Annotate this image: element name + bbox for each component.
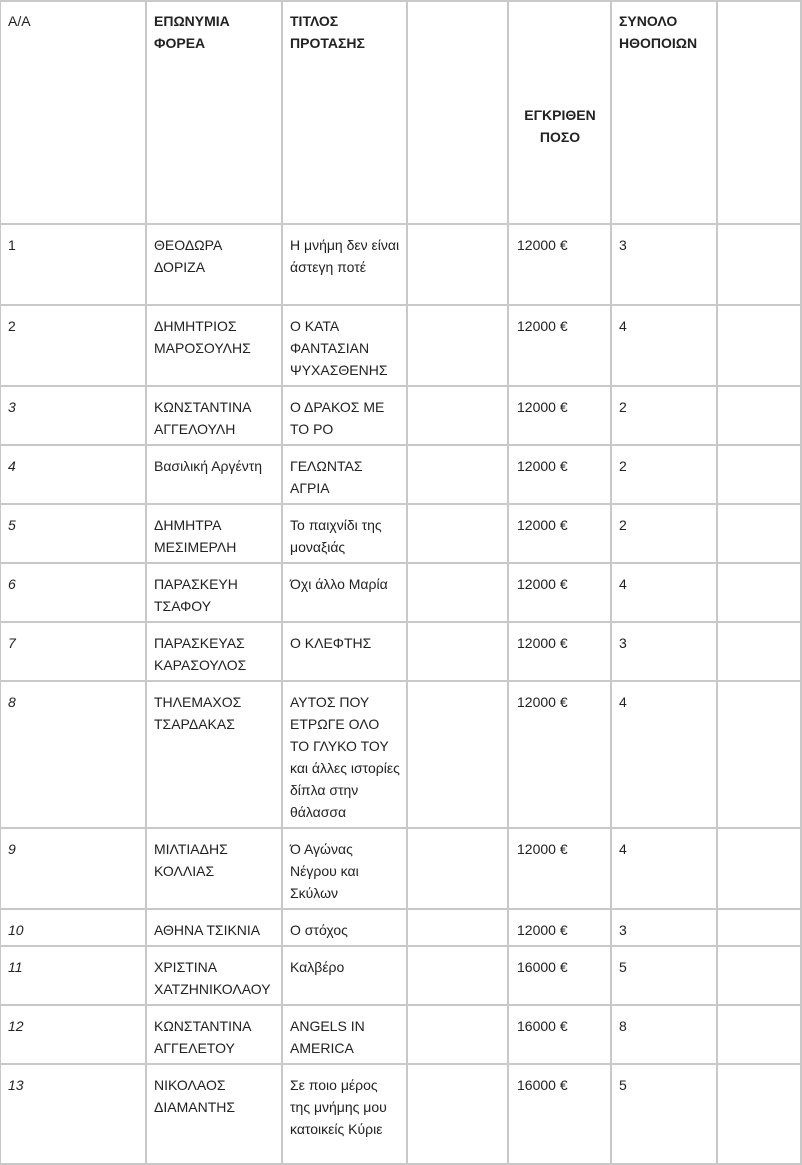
- row-actors: 2: [611, 504, 717, 563]
- row-aa: 6: [0, 563, 146, 622]
- table-row: [0, 828, 801, 909]
- row-amount: 16000 €: [508, 946, 611, 1005]
- row-title: Ο ΔΡΑΚΟΣ ΜΕ ΤΟ ΡΟ: [282, 386, 407, 445]
- row-blank-1: [407, 622, 508, 681]
- row-blank-2: [717, 224, 801, 305]
- header-aa: Α/Α: [0, 1, 146, 224]
- table-row: [0, 445, 801, 504]
- row-actors: 2: [611, 445, 717, 504]
- row-actors: 4: [611, 563, 717, 622]
- table-row: [0, 305, 801, 386]
- header-title: ΤΙΤΛΟΣ ΠΡΟΤΑΣΗΣ: [282, 1, 407, 224]
- row-actors: 5: [611, 1064, 717, 1164]
- row-actors: 2: [611, 386, 717, 445]
- header-blank-2: [717, 1, 801, 224]
- row-blank-2: [717, 445, 801, 504]
- row-actors: 3: [611, 909, 717, 946]
- row-aa: 7: [0, 622, 146, 681]
- row-actors: 5: [611, 946, 717, 1005]
- row-entity: ΚΩΝΣΤΑΝΤΙΝΑ ΑΓΓΕΛΟΥΛΗ: [146, 386, 282, 445]
- row-amount: 16000 €: [508, 1064, 611, 1164]
- row-entity: ΠΑΡΑΣΚΕΥΗ ΤΣΑΦΟΥ: [146, 563, 282, 622]
- table-row: [0, 681, 801, 828]
- row-blank-1: [407, 909, 508, 946]
- row-blank-1: [407, 1005, 508, 1064]
- row-actors: 3: [611, 622, 717, 681]
- row-actors: 4: [611, 828, 717, 909]
- row-title: Καλβέρο: [282, 946, 407, 1005]
- row-aa: 2: [0, 305, 146, 386]
- row-title: Όχι άλλο Μαρία: [282, 563, 407, 622]
- table-header-row: [0, 1, 801, 224]
- row-entity: ΤΗΛΕΜΑΧΟΣ ΤΣΑΡΔΑΚΑΣ: [146, 681, 282, 828]
- row-aa: 9: [0, 828, 146, 909]
- row-title: Ο ΚΑΤΑ ΦΑΝΤΑΣΙΑΝ ΨΥΧΑΣΘΕΝΗΣ: [282, 305, 407, 386]
- row-blank-2: [717, 305, 801, 386]
- row-aa: 5: [0, 504, 146, 563]
- row-blank-2: [717, 909, 801, 946]
- header-blank-1: [407, 1, 508, 224]
- row-amount: 12000 €: [508, 504, 611, 563]
- row-blank-2: [717, 828, 801, 909]
- row-title: Η μνήμη δεν είναι άστεγη ποτέ: [282, 224, 407, 305]
- row-blank-1: [407, 563, 508, 622]
- row-blank-2: [717, 504, 801, 563]
- row-aa: 10: [0, 909, 146, 946]
- row-aa: 12: [0, 1005, 146, 1064]
- row-actors: 4: [611, 305, 717, 386]
- row-blank-1: [407, 681, 508, 828]
- header-actors: ΣΥΝΟΛΟ ΗΘΟΠΟΙΩΝ: [611, 1, 717, 224]
- table-row: [0, 563, 801, 622]
- table-row: [0, 946, 801, 1005]
- row-title: Ο ΚΛΕΦΤΗΣ: [282, 622, 407, 681]
- row-blank-2: [717, 622, 801, 681]
- table-row: [0, 386, 801, 445]
- row-amount: 12000 €: [508, 563, 611, 622]
- row-blank-2: [717, 563, 801, 622]
- table-body: [0, 224, 801, 1164]
- table-row: [0, 504, 801, 563]
- row-amount: 12000 €: [508, 445, 611, 504]
- row-blank-1: [407, 445, 508, 504]
- row-blank-2: [717, 1005, 801, 1064]
- row-title: Ο στόχος: [282, 909, 407, 946]
- row-blank-1: [407, 946, 508, 1005]
- row-entity: ΔΗΜΗΤΡΙΟΣ ΜΑΡΟΣΟΥΛΗΣ: [146, 305, 282, 386]
- row-blank-2: [717, 681, 801, 828]
- row-title: Ό Αγώνας Νέγρου και Σκύλων: [282, 828, 407, 909]
- table-row: [0, 622, 801, 681]
- row-aa: 11: [0, 946, 146, 1005]
- row-blank-1: [407, 386, 508, 445]
- row-entity: ΝΙΚΟΛΑΟΣ ΔΙΑΜΑΝΤΗΣ: [146, 1064, 282, 1164]
- row-amount: 12000 €: [508, 681, 611, 828]
- row-blank-2: [717, 386, 801, 445]
- row-amount: 12000 €: [508, 622, 611, 681]
- table-row: [0, 909, 801, 946]
- table-row: [0, 224, 801, 305]
- header-entity: ΕΠΩΝΥΜΙΑ ΦΟΡΕΑ: [146, 1, 282, 224]
- row-blank-1: [407, 828, 508, 909]
- row-entity: ΠΑΡΑΣΚΕΥΑΣ ΚΑΡΑΣΟΥΛΟΣ: [146, 622, 282, 681]
- row-entity: Βασιλική Αργέντη: [146, 445, 282, 504]
- row-title: ΑΥΤΟΣ ΠΟΥ ΕΤΡΩΓΕ ΟΛΟ ΤΟ ΓΛΥΚΟ ΤΟΥ και άλλες ιστορίες δίπλα στην θάλασσα: [282, 681, 407, 828]
- row-entity: ΔΗΜΗΤΡΑ ΜΕΣΙΜΕΡΛΗ: [146, 504, 282, 563]
- row-aa: 1: [0, 224, 146, 305]
- row-actors: 3: [611, 224, 717, 305]
- table-row: [0, 1064, 801, 1164]
- row-amount: 12000 €: [508, 305, 611, 386]
- row-entity: ΧΡΙΣΤΙΝΑ ΧΑΤΖΗΝΙΚΟΛΑΟΥ: [146, 946, 282, 1005]
- row-blank-1: [407, 1064, 508, 1164]
- row-entity: ΜΙΛΤΙΑΔΗΣ ΚΟΛΛΙΑΣ: [146, 828, 282, 909]
- row-blank-1: [407, 224, 508, 305]
- row-amount: 12000 €: [508, 386, 611, 445]
- row-aa: 4: [0, 445, 146, 504]
- row-blank-2: [717, 946, 801, 1005]
- row-blank-2: [717, 1064, 801, 1164]
- row-blank-1: [407, 305, 508, 386]
- row-amount: 12000 €: [508, 224, 611, 305]
- row-amount: 16000 €: [508, 1005, 611, 1064]
- row-entity: ΚΩΝΣΤΑΝΤΙΝΑ ΑΓΓΕΛΕΤΟΥ: [146, 1005, 282, 1064]
- table-row: [0, 1005, 801, 1064]
- row-aa: 13: [0, 1064, 146, 1164]
- row-blank-1: [407, 504, 508, 563]
- header-amount: ΕΓΚΡΙΘΕΝ ΠΟΣΟ: [508, 1, 611, 224]
- row-amount: 12000 €: [508, 828, 611, 909]
- row-title: Το παιχνίδι της μοναξιάς: [282, 504, 407, 563]
- row-entity: ΘΕΟΔΩΡΑ ΔΟΡΙΖΑ: [146, 224, 282, 305]
- row-entity: ΑΘΗΝΑ ΤΣΙΚΝΙΑ: [146, 909, 282, 946]
- row-title: ΓΕΛΩΝΤΑΣ ΑΓΡΙΑ: [282, 445, 407, 504]
- row-actors: 4: [611, 681, 717, 828]
- row-title: ANGELS IN AMERICA: [282, 1005, 407, 1064]
- row-aa: 8: [0, 681, 146, 828]
- row-title: Σε ποιο μέρος της μνήμης μου κατοικείς Κύριε: [282, 1064, 407, 1164]
- row-actors: 8: [611, 1005, 717, 1064]
- row-aa: 3: [0, 386, 146, 445]
- row-amount: 12000 €: [508, 909, 611, 946]
